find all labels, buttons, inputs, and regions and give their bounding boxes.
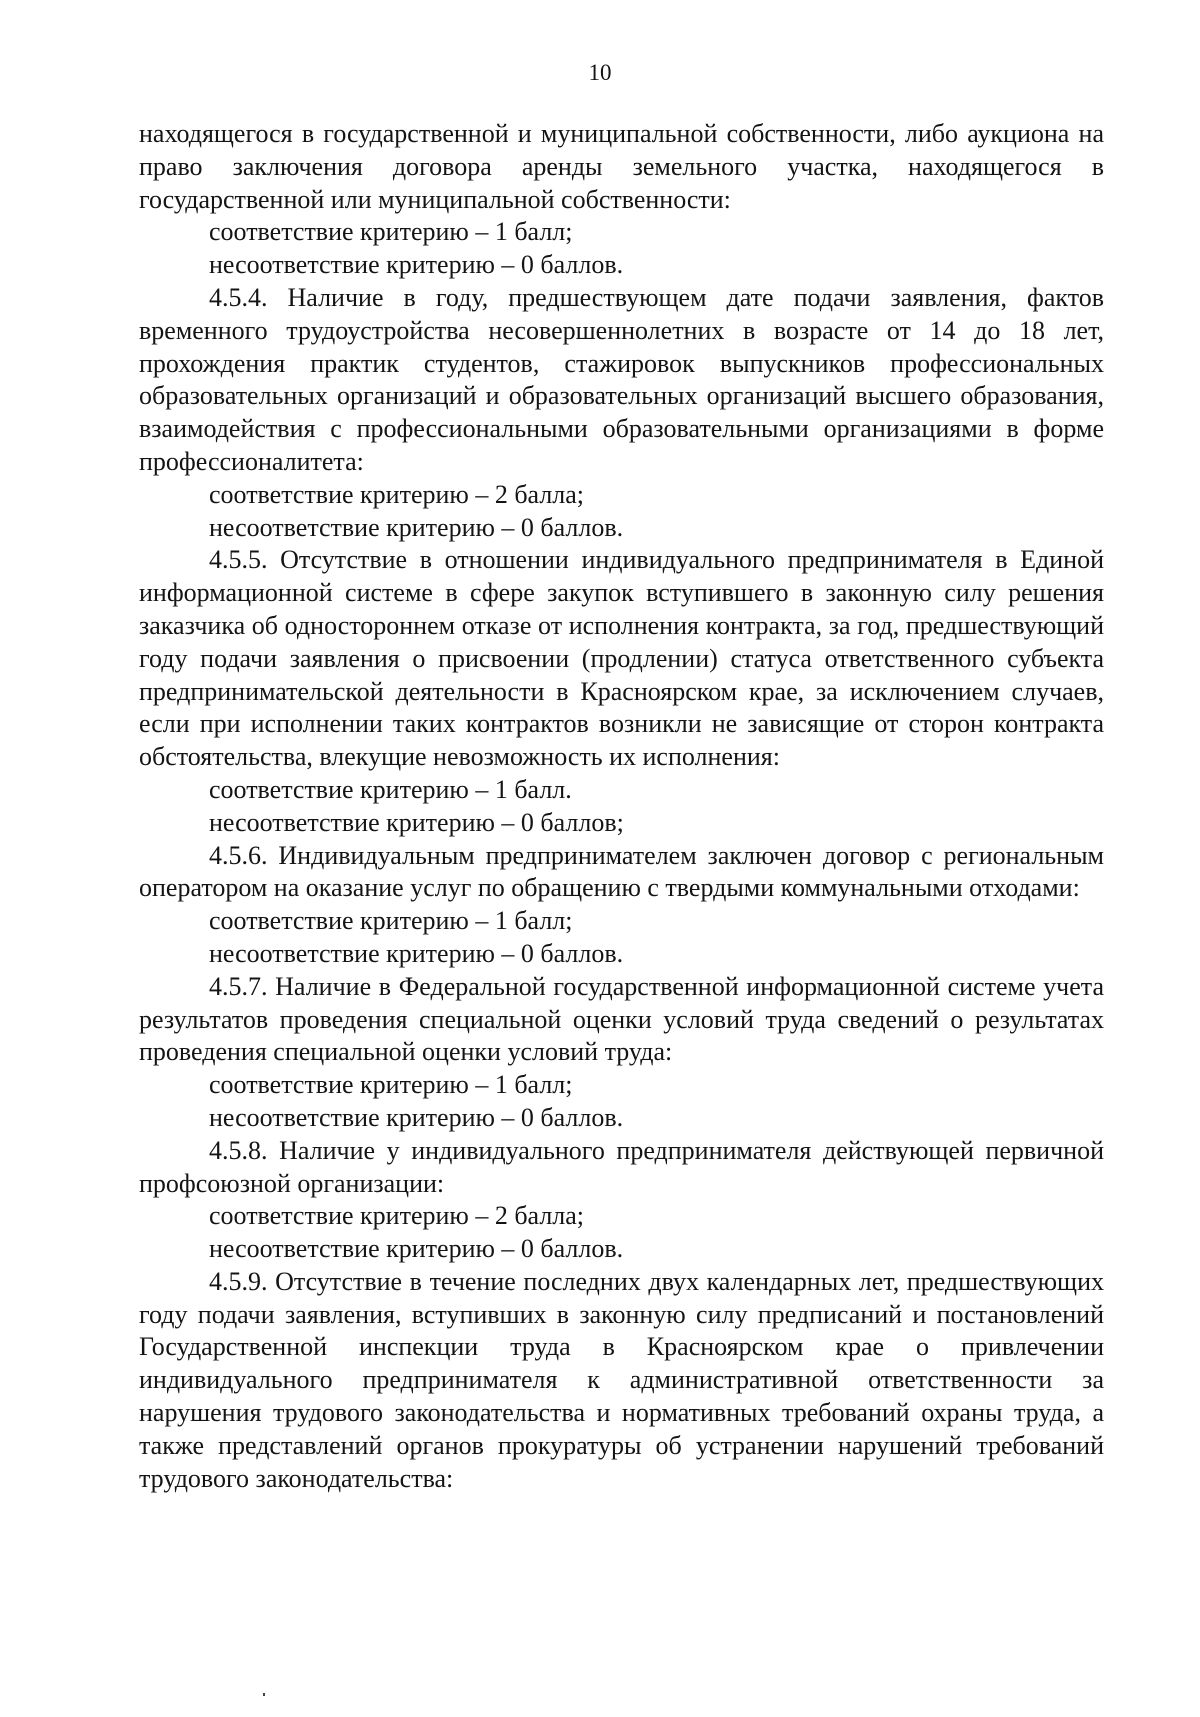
paragraph-4-5-7: 4.5.7. Наличие в Федеральной государственной информационной системе учета результатов проведения специальной оценки условий труда сведений о результатах проведения специальной оценки условий труда: [139,971,1104,1067]
document-body [139,118,1104,1495]
criterion-mismatch-line: несоответствие критерию – 0 баллов. [209,938,624,968]
paragraph-4-5-6: 4.5.6. Индивидуальным предпринимателем заключен договор с региональным оператором на оказание услуг по обращению с твердыми коммунальными отходами: [139,840,1104,903]
criterion-mismatch-line: несоответствие критерию – 0 баллов; [209,807,624,837]
paragraph-4-5-4: 4.5.4. Наличие в году, предшествующем дате подачи заявления, фактов временного трудоустройства несовершеннолетних в возрасте от 14 до 18 лет, прохождения практик студентов, стажировок выпускников профессиональных образовательных организаций и образовательных организаций высшего образования, взаимодействия с профессиональными образовательными организациями в форме профессионалитета: [139,282,1104,476]
criterion-mismatch-line: несоответствие критерию – 0 баллов. [209,512,624,542]
criterion-match-line: соответствие критерию – 1 балл; [209,906,573,936]
criterion-mismatch-line: несоответствие критерию – 0 баллов. [209,250,624,280]
paragraph-4-5-5: 4.5.5. Отсутствие в отношении индивидуального предпринимателя в Единой информационной системе в сфере закупок вступившего в законную силу решения заказчика об одностороннем отказе от исполнения контракта, за год, предшествующий году подачи заявления о присвоении (продлении) статуса ответственного субъекта предпринимательской деятельности в Красноярском крае, за исключением случаев, если при исполнении таких контрактов возникли не зависящие от сторон контракта обстоятельства, влекущие невозможность их исполнения: [139,545,1104,772]
paragraph-4-5-9: 4.5.9. Отсутствие в течение последних двух календарных лет, предшествующих году подачи заявления, вступивших в законную силу предписаний и постановлений Государственной инспекции труда в Красноярском крае о привлечении индивидуального предпринимателя к административной ответственности за нарушения трудового законодательства и нормативных требований охраны труда, а также представлений органов прокуратуры об устранении нарушений требований трудового законодательства: [139,1266,1104,1493]
criterion-match-line: соответствие критерию – 2 балла; [209,1201,585,1231]
criterion-match-line: соответствие критерию – 2 балла; [209,479,585,509]
criterion-match-line: соответствие критерию – 1 балл. [209,774,572,804]
paragraph-continuation: находящегося в государственной и муниципальной собственности, либо аукциона на право заключения договора аренды земельного участка, находящегося в государственной или муниципальной собственности: [139,119,1104,214]
criterion-match-line: соответствие критерию – 1 балл; [209,217,573,247]
criterion-mismatch-line: несоответствие критерию – 0 баллов. [209,1102,624,1132]
paragraph-4-5-8: 4.5.8. Наличие у индивидуального предпринимателя действующей первичной профсоюзной организации: [139,1135,1104,1198]
criterion-match-line: соответствие критерию – 1 балл; [209,1070,573,1100]
page-number: 10 [588,60,612,85]
criterion-mismatch-line: несоответствие критерию – 0 баллов. [209,1234,624,1264]
scan-artifact-dot [263,1693,265,1696]
